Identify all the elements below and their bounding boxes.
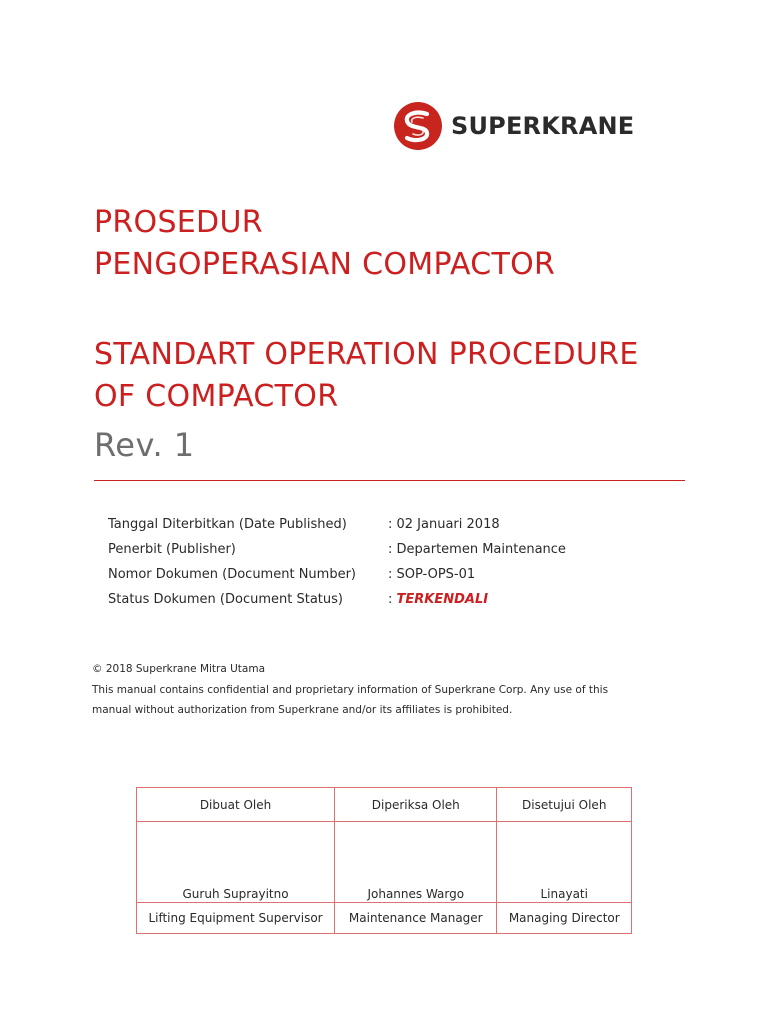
approval-header-row bbox=[137, 788, 632, 822]
meta-row-publisher bbox=[108, 537, 668, 562]
signer-name: Linayati bbox=[540, 887, 588, 901]
superkrane-s-logo-icon bbox=[393, 101, 443, 151]
meta-value: : Departemen Maintenance bbox=[388, 542, 566, 557]
header-checked-by: Diperiksa Oleh bbox=[335, 788, 497, 822]
signer-role: Maintenance Manager bbox=[335, 903, 497, 934]
signer-name: Johannes Wargo bbox=[367, 887, 465, 901]
title-line-1: PROSEDUR bbox=[94, 205, 263, 240]
signer-role: Lifting Equipment Supervisor bbox=[137, 903, 335, 934]
title-line-4: OF COMPACTOR bbox=[94, 379, 339, 414]
signer-role: Managing Director bbox=[497, 903, 632, 934]
meta-label: Tanggal Diterbitkan (Date Published) bbox=[108, 517, 347, 532]
status-badge: TERKENDALI bbox=[396, 592, 489, 607]
approval-role-row bbox=[137, 903, 632, 934]
divider-rule bbox=[94, 480, 685, 481]
confidentiality-line-1: This manual contains confidential and proprietary information of Superkrane Corp. Any use of this bbox=[92, 683, 609, 696]
revision-label: Rev. 1 bbox=[94, 426, 195, 464]
company-logo bbox=[393, 101, 634, 151]
meta-value: : SOP-OPS-01 bbox=[388, 567, 476, 582]
meta-label: Nomor Dokumen (Document Number) bbox=[108, 567, 356, 582]
signature-cell-checked bbox=[335, 822, 497, 903]
title-line-2: PENGOPERASIAN COMPACTOR bbox=[94, 247, 556, 282]
signer-name: Guruh Suprayitno bbox=[182, 887, 289, 901]
document-metadata bbox=[108, 512, 668, 612]
signature-cell-prepared bbox=[137, 822, 335, 903]
copyright-notice bbox=[92, 659, 692, 721]
confidentiality-line-2: manual without authorization from Superkrane and/or its affiliates is prohibited. bbox=[92, 704, 513, 716]
approval-signature-row bbox=[137, 822, 632, 903]
meta-label: Penerbit (Publisher) bbox=[108, 542, 236, 557]
company-name: SUPERKRANE bbox=[451, 112, 635, 140]
meta-label: Status Dokumen (Document Status) bbox=[108, 592, 343, 607]
meta-value: : 02 Januari 2018 bbox=[388, 517, 500, 532]
meta-row-document-status bbox=[108, 587, 668, 612]
meta-row-document-number bbox=[108, 562, 668, 587]
copyright-line: © 2018 Superkrane Mitra Utama bbox=[92, 663, 266, 675]
meta-row-date-published bbox=[108, 512, 668, 537]
document-title bbox=[94, 202, 714, 418]
header-approved-by: Disetujui Oleh bbox=[497, 788, 632, 822]
signature-cell-approved bbox=[497, 822, 632, 903]
header-prepared-by: Dibuat Oleh bbox=[137, 788, 335, 822]
title-line-3: STANDART OPERATION PROCEDURE bbox=[94, 337, 639, 372]
meta-value-prefix: : bbox=[388, 592, 397, 607]
approval-table bbox=[136, 787, 632, 934]
